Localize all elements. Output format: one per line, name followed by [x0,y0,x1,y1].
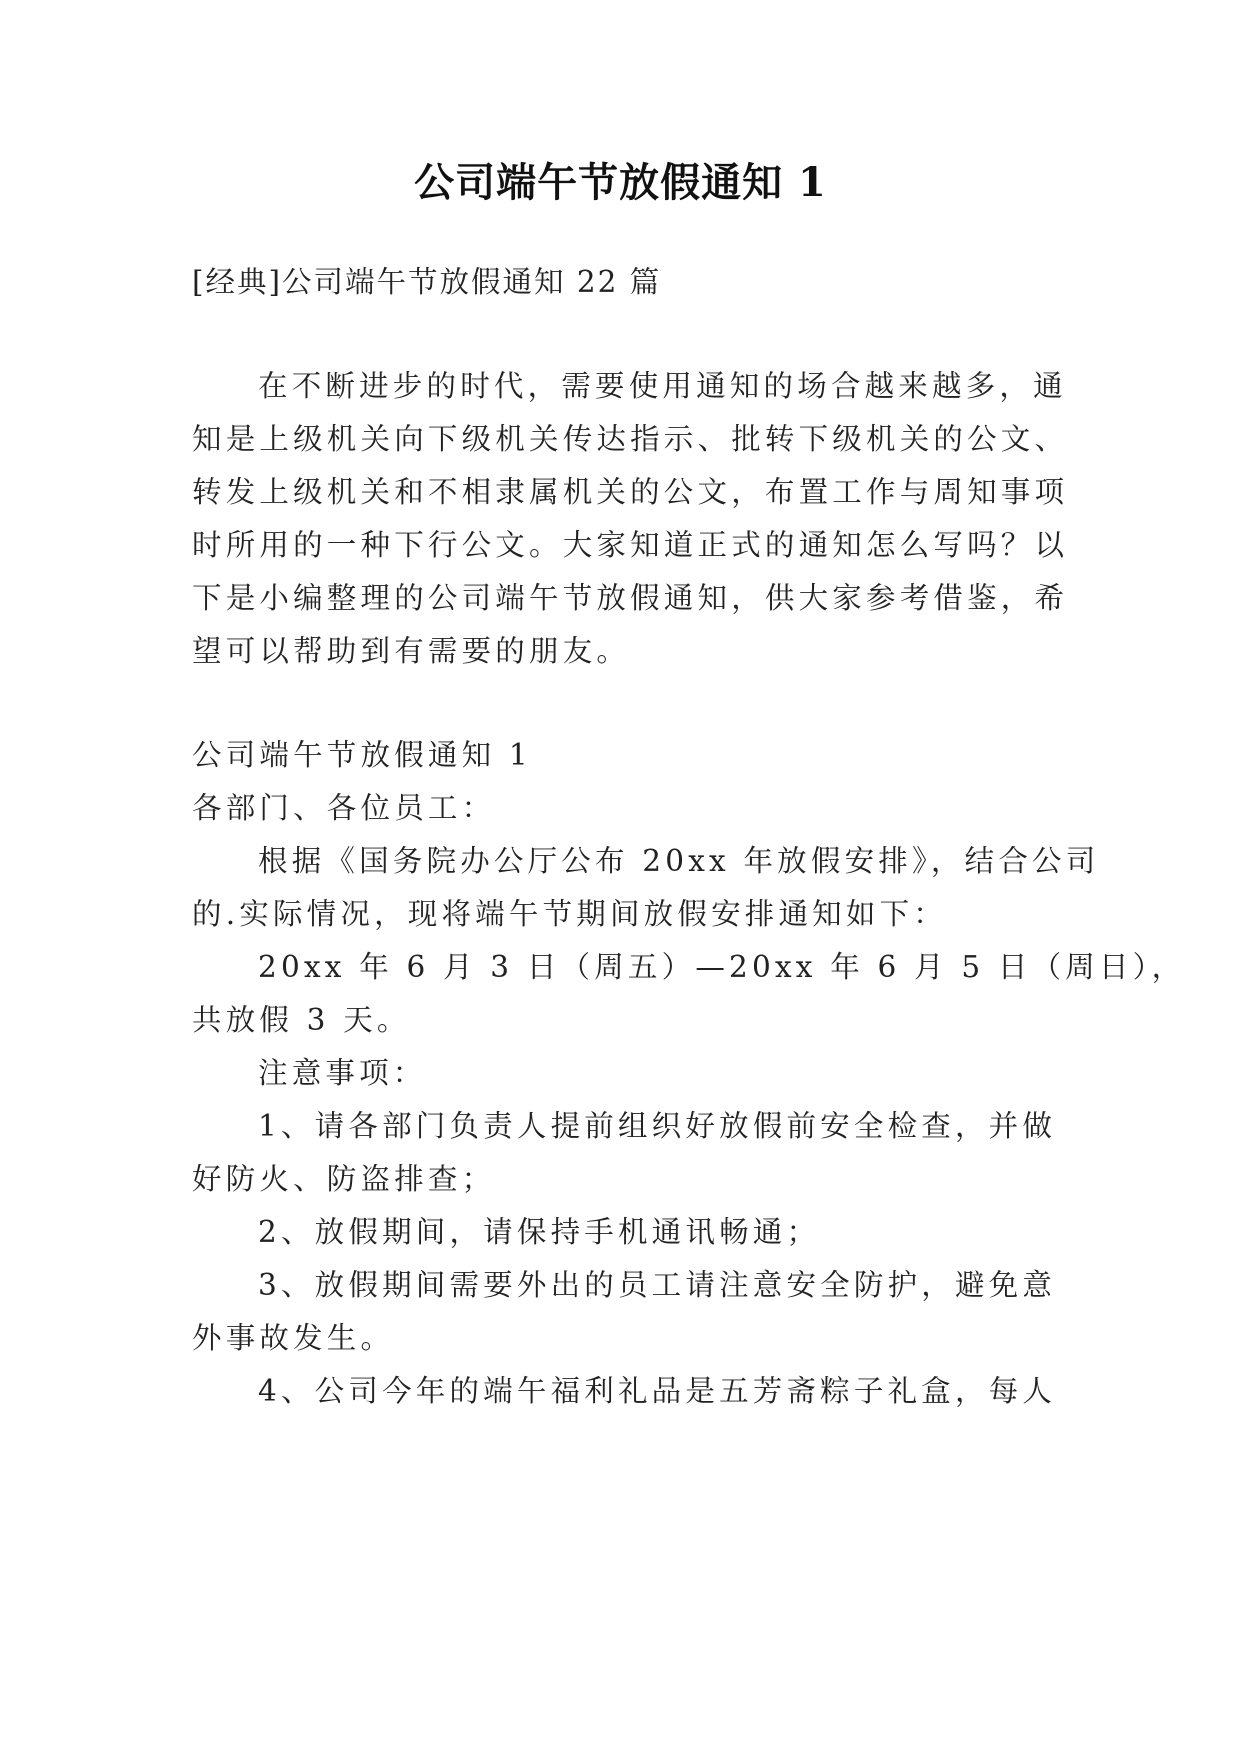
intro-line-3: 转发上级机关和不相隶属机关的公文，布置工作与周知事项 [192,475,1069,509]
document-subtitle: [经典]公司端午节放假通知 22 篇 [192,265,662,299]
body-line-3: 20xx 年 6 月 3 日（周五）—20xx 年 6 月 5 日（周日）， [258,950,1186,984]
body-line-4: 共放假 3 天。 [192,1003,411,1037]
intro-line-2: 知是上级机关向下级机关传达指示、批转下级机关的公文、 [192,422,1069,456]
body-line-10: 外事故发生。 [192,1321,395,1355]
intro-line-5: 下是小编整理的公司端午节放假通知，供大家参考借鉴，希 [192,581,1069,615]
salutation: 各部门、各位员工： [192,791,496,825]
section-heading: 公司端午节放假通知 1 [192,738,532,772]
intro-line-4: 时所用的一种下行公文。大家知道正式的通知怎么写吗？以 [192,528,1069,562]
body-line-11: 4、公司今年的端午福利礼品是五芳斋粽子礼盒，每人 [258,1374,1057,1408]
body-line-9: 3、放假期间需要外出的员工请注意安全防护，避免意 [258,1268,1057,1302]
body-line-2: 的.实际情况，现将端午节期间放假安排通知如下： [192,897,947,931]
body-line-5: 注意事项： [258,1056,427,1090]
body-line-6: 1、请各部门负责人提前组织好放假前安全检查，并做 [258,1109,1057,1143]
intro-line-1: 在不断进步的时代，需要使用通知的场合越来越多，通 [258,369,1067,403]
intro-line-6: 望可以帮助到有需要的朋友。 [192,634,631,668]
document-title: 公司端午节放假通知 1 [414,159,827,206]
body-line-7: 好防火、防盗排查； [192,1162,496,1196]
body-line-8: 2、放假期间，请保持手机通讯畅通； [258,1215,821,1249]
body-line-1: 根据《国务院办公厅公布 20xx 年放假安排》，结合公司 [258,844,1100,878]
